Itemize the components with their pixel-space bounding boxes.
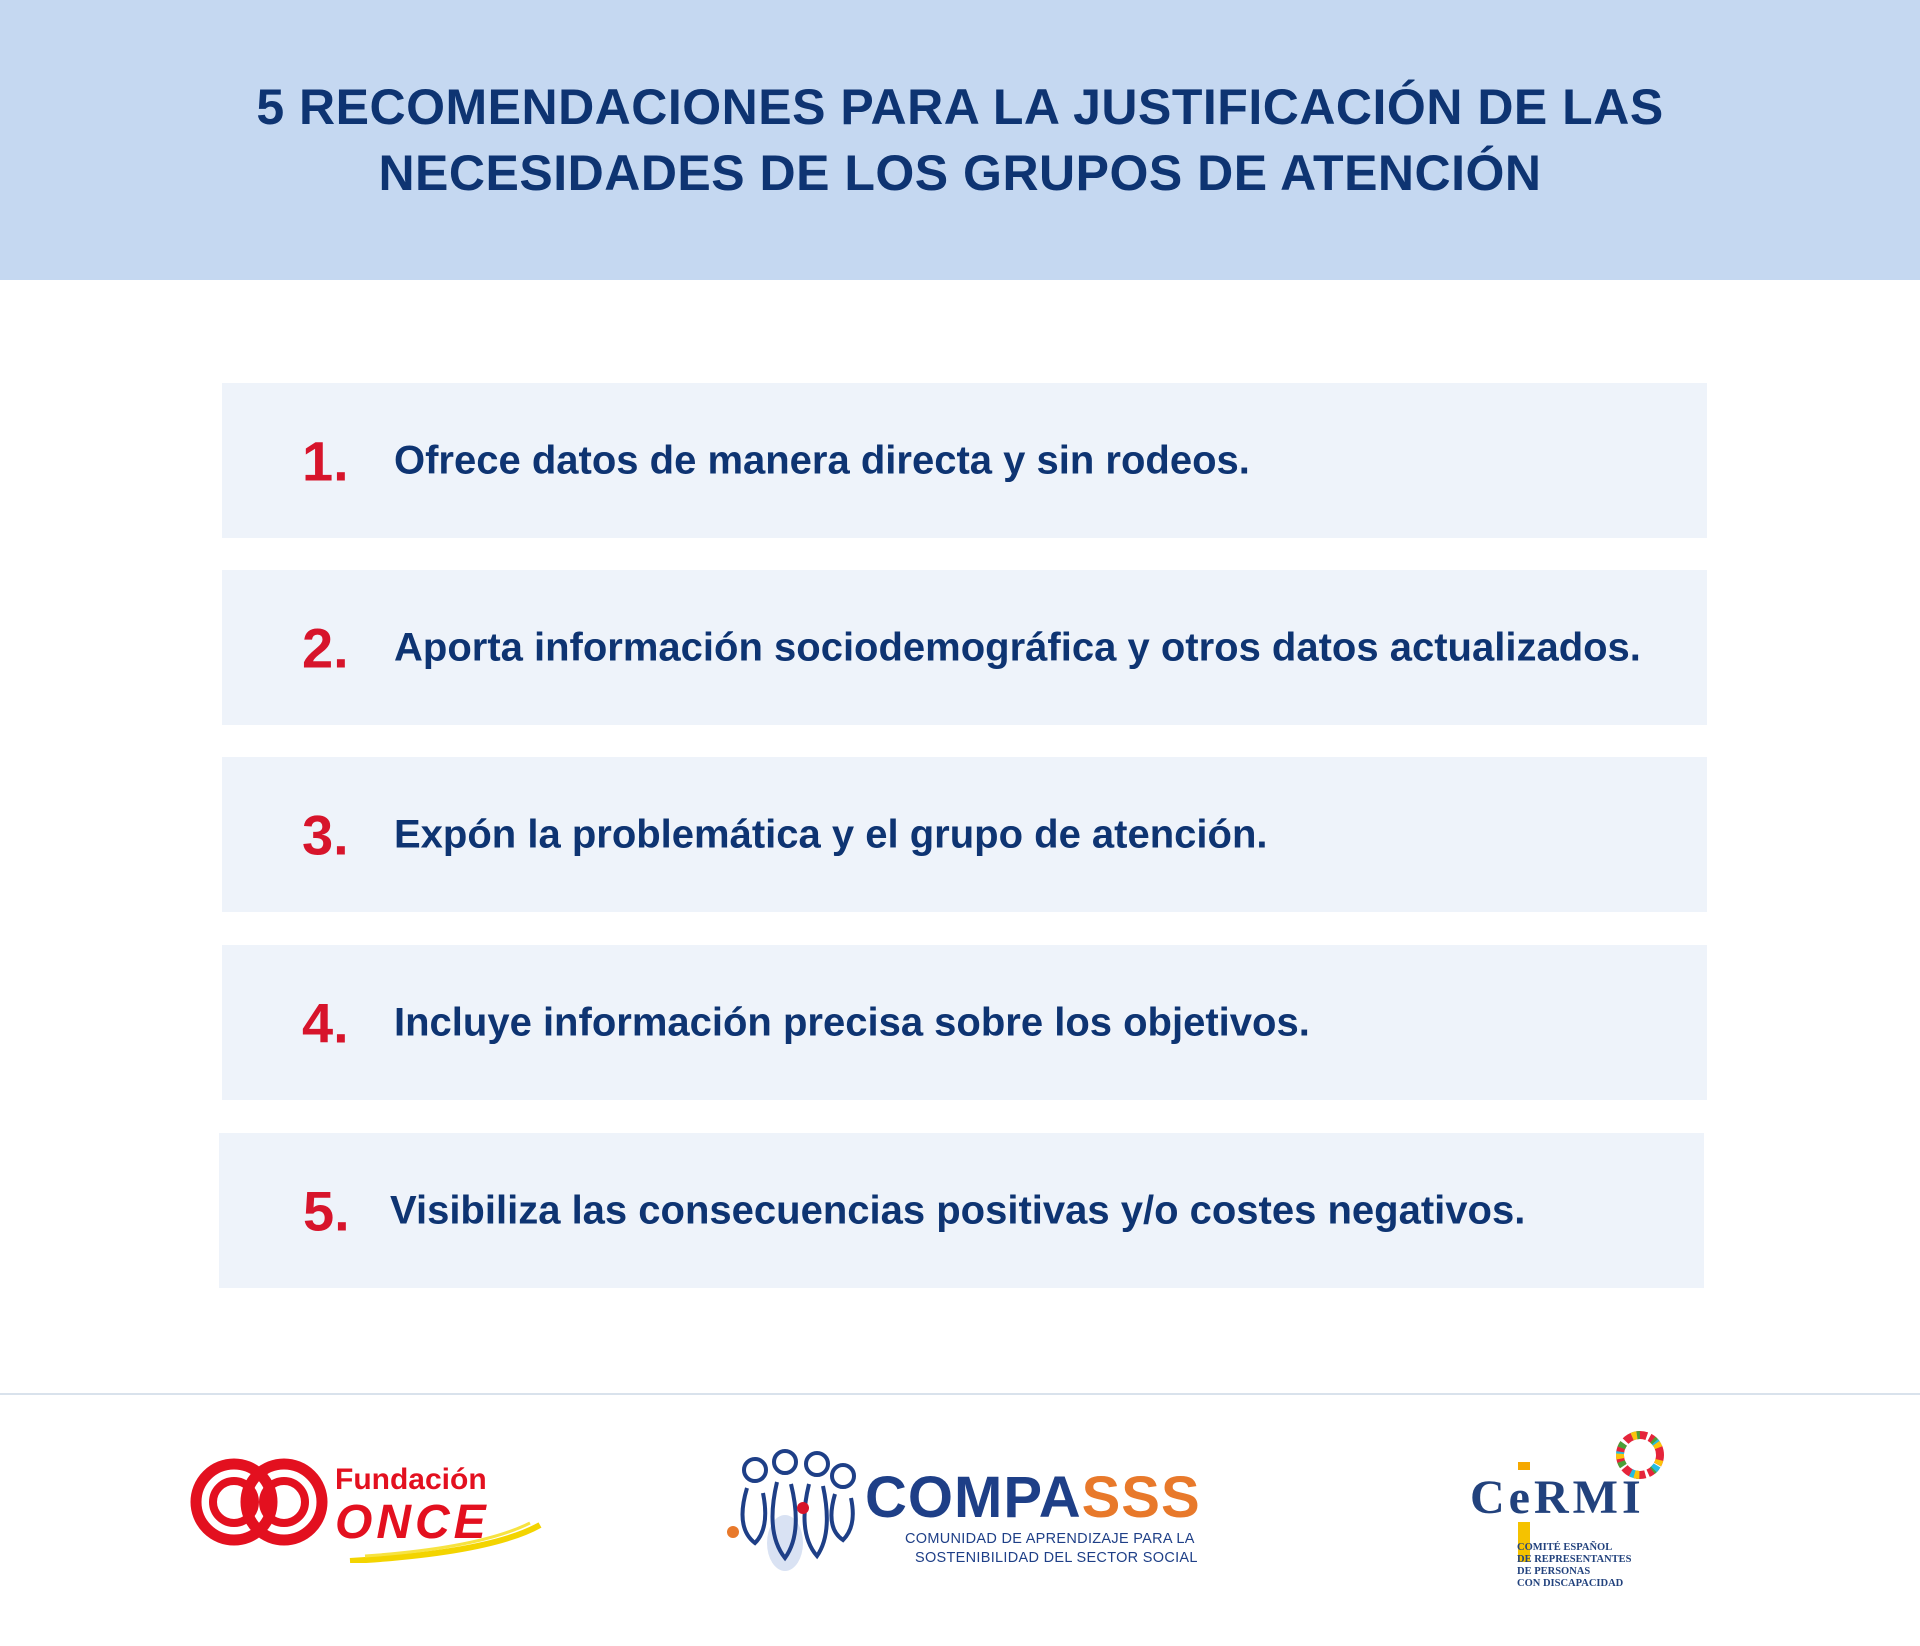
recommendation-number: 5. bbox=[303, 1179, 350, 1242]
compasss-wordmark-main: COMPA bbox=[865, 1465, 1082, 1530]
recommendation-card-1 bbox=[222, 383, 1707, 538]
recommendation-card-2 bbox=[222, 570, 1707, 725]
recommendation-text: Aporta información sociodemográfica y otros datos actualizados. bbox=[394, 625, 1641, 669]
recommendation-text: Ofrece datos de manera directa y sin rodeos. bbox=[394, 438, 1250, 482]
recommendation-card-5 bbox=[219, 1133, 1704, 1288]
compasss-people-icon bbox=[725, 1448, 865, 1573]
fundacion-once-line2: ONCE bbox=[335, 1496, 490, 1549]
recommendation-text: Expón la problemática y el grupo de atención. bbox=[394, 812, 1268, 856]
page-title-line-1: 5 RECOMENDACIONES PARA LA JUSTIFICACIÓN DE LAS bbox=[256, 79, 1664, 135]
compasss-subtitle-line2: SOSTENIBILIDAD DEL SECTOR SOCIAL bbox=[915, 1550, 1198, 1566]
cermi-subtitle-line1: COMITÉ ESPAÑOL bbox=[1517, 1542, 1613, 1553]
recommendation-number: 1. bbox=[302, 429, 349, 492]
cermi-subtitle-line4: CON DISCAPACIDAD bbox=[1517, 1578, 1624, 1589]
recommendation-card-3 bbox=[222, 757, 1707, 912]
cermi-logo bbox=[1470, 1430, 1670, 1590]
footer-divider bbox=[0, 1393, 1920, 1395]
compasss-wordmark bbox=[865, 1464, 1201, 1531]
cermi-subtitle-line2: DE REPRESENTANTES bbox=[1517, 1554, 1632, 1565]
fundacion-once-line1: Fundación bbox=[335, 1463, 487, 1496]
recommendation-number: 4. bbox=[302, 991, 349, 1054]
fundacion-once-logo bbox=[190, 1453, 550, 1563]
compasss-subtitle-line1: COMUNIDAD DE APRENDIZAJE PARA LA bbox=[905, 1531, 1195, 1547]
compasss-logo bbox=[725, 1448, 1245, 1573]
recommendation-text: Incluye información precisa sobre los objetivos. bbox=[394, 1000, 1310, 1044]
recommendation-text: Visibiliza las consecuencias positivas y/o costes negativos. bbox=[390, 1188, 1526, 1232]
header-banner bbox=[0, 0, 1920, 280]
compasss-wordmark-accent: SSS bbox=[1081, 1465, 1201, 1530]
recommendation-number: 2. bbox=[302, 616, 349, 679]
cermi-subtitle-line3: DE PERSONAS bbox=[1517, 1566, 1591, 1577]
cermi-wordmark: CeRMI bbox=[1470, 1471, 1645, 1524]
recommendation-card-4 bbox=[222, 945, 1707, 1100]
page-title-line-2: NECESIDADES DE LOS GRUPOS DE ATENCIÓN bbox=[378, 145, 1542, 201]
recommendation-number: 3. bbox=[302, 803, 349, 866]
